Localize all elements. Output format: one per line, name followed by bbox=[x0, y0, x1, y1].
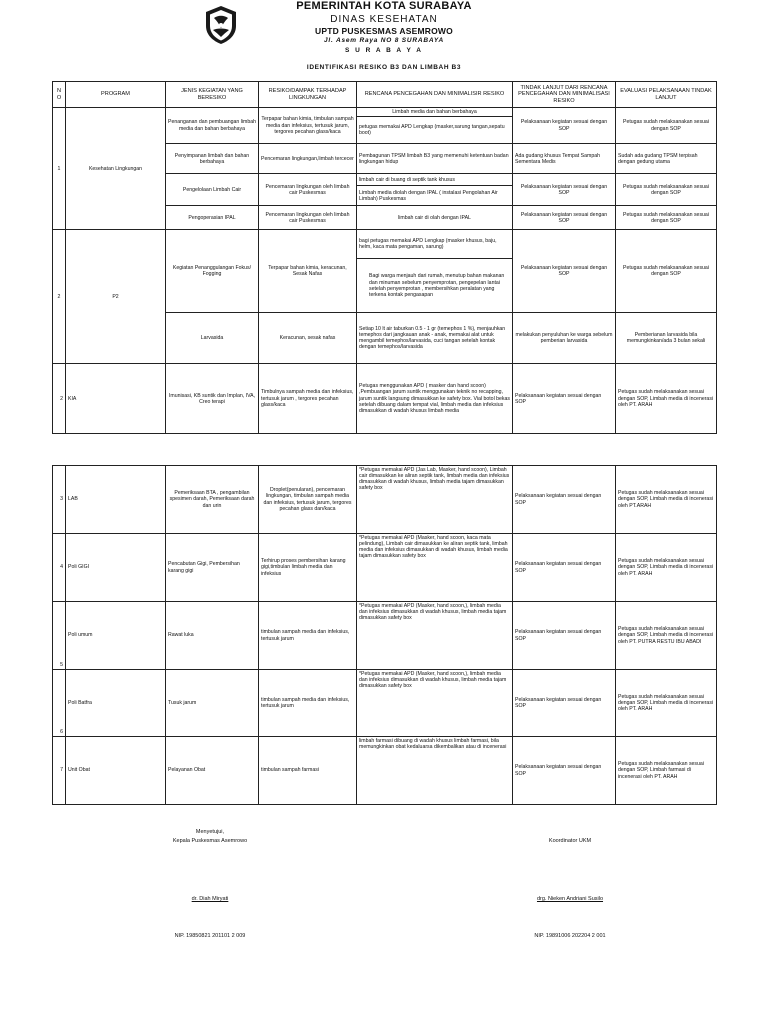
cell-kegiatan: Pelayanan Obat bbox=[166, 737, 259, 805]
cell-resiko: Pencemaran lingkungan,limbah tercecer bbox=[259, 144, 357, 174]
cell-evaluasi: Petugas sudah melaksanakan sesuai dengan SOP, Limbah media di incenerasi oleh PT. ARAH bbox=[616, 670, 717, 737]
approval-label: Menyetujui, bbox=[195, 829, 225, 835]
col-evaluasi: EVALUASI PELAKSANAAN TINDAK LANJUT bbox=[616, 82, 717, 108]
header-address: Jl. Asem Raya NO 8 SURABAYA bbox=[323, 37, 445, 44]
header-unit: UPTD PUSKESMAS ASEMROWO bbox=[315, 26, 453, 36]
cell-resiko: Droplet(penularan), pencemaran lingkungan, timbulan sampah media dan infeksius, tertusuk jarum, tergores pecahan glass dan/kaca bbox=[259, 466, 357, 534]
cell-kegiatan: Pencabutan Gigi, Pembersihan karang gigi bbox=[166, 534, 259, 602]
cell-rencana: *Petugas memakai APD (Masker, hand scoon, kaca mata pelindung), Limbah cair dimasukkan ke aliran septik tank, limbah media dan infeksius dimasukkan di wadah khusus, limbah media tajam dimasukkan safety box bbox=[357, 534, 513, 602]
cell-tindak: Pelaksanaan kegiatan sesuai dengan SOP bbox=[513, 364, 616, 434]
cell-resiko: Terpapar bahan kimia, timbulan sampah media dan infeksius, tertusuk jarum, tergores pecahan glass/kaca bbox=[259, 108, 357, 144]
cell-resiko: timbulan sampah farmasi bbox=[259, 737, 357, 805]
cell-rencana: limbah cair di buang di septik tank khusus bbox=[357, 174, 513, 186]
cell-rencana: limbah cair di olah dengan IPAL bbox=[357, 206, 513, 230]
coordinator-nip: NIP. 19891006 202204 2 001 bbox=[534, 933, 606, 939]
cell-tindak: Ada gudang khusus Tempat Sampah Sementara Medis bbox=[513, 144, 616, 174]
cell-no: 4 bbox=[53, 534, 66, 602]
cell-kegiatan: Pengoperasian IPAL bbox=[166, 206, 259, 230]
cell-program: Unit Obat bbox=[66, 737, 166, 805]
cell-no: 7 bbox=[53, 737, 66, 805]
cell-resiko: Pencemaran lingkungan oleh limbah cair Puskesmas bbox=[259, 206, 357, 230]
table-row bbox=[53, 670, 717, 737]
approver-nip: NIP. 19850821 201101 2 009 bbox=[174, 933, 246, 939]
coordinator-title: Koordinator UKM bbox=[548, 838, 592, 844]
cell-no: 3 bbox=[53, 466, 66, 534]
col-tindak: TINDAK LANJUT DARI RENCANA PENCEGAHAN DAN MINIMALISASI RESIKO bbox=[513, 82, 616, 108]
cell-evaluasi: Petugas sudah melaksanakan sesuai dengan SOP, Limbah media di incenerasi oleh PT.ARAH bbox=[616, 466, 717, 534]
cell-kegiatan: Imunisasi, KB suntik dan Implan, IVA, Creo terapi bbox=[166, 364, 259, 434]
cell-tindak: Pelaksanaan kegiatan sesuai dengan SOP bbox=[513, 466, 616, 534]
cell-program: Poli umum bbox=[66, 602, 166, 670]
cell-no: 1 bbox=[53, 108, 66, 230]
cell-tindak: Pelaksanaan kegiatan sesuai dengan SOP bbox=[513, 534, 616, 602]
cell-kegiatan: Larvasida bbox=[166, 313, 259, 364]
cell-no: 2 bbox=[53, 364, 66, 434]
risk-table-1 bbox=[52, 81, 717, 434]
cell-kegiatan: Kegiatan Penanggulangan Fokus/ Fogging bbox=[166, 230, 259, 313]
table-row bbox=[53, 602, 717, 670]
cell-evaluasi: Petugas sudah melaksanakan sesuai dengan SOP bbox=[616, 108, 717, 144]
cell-rencana: Petugas menggunakan APD ( masker dan hand scoon) ,Pembuangan jarum suntik menggunakan teknik no recapping, jarum suntik langsung dimasukkan ke safety box. Vial botol bekas setelah dibuang dalam tempat vial, limbah media dan infeksius dimasukkan di wadah khusus limbah media bbox=[357, 364, 513, 434]
cell-kegiatan: Pengelolaan Limbah Cair bbox=[166, 174, 259, 206]
cell-rencana: *Petugas memakai APD (Jas Lab, Masker, hand scoon), Limbah cair dimasukkan ke aliran septik tank, limbah media dan infeksius dimasukkan di wadah khusus, limbah media tajam dimasukkan safety box bbox=[357, 466, 513, 534]
table-row bbox=[53, 737, 717, 805]
cell-rencana: limbah farmasi dibuang di wadah khusus limbah farmasi, bila memungkinkan obat kedaluarsa dikembalikan atau di incenerasi bbox=[357, 737, 513, 805]
table-header-row bbox=[53, 82, 717, 108]
table-row bbox=[53, 230, 717, 259]
cell-resiko: timbulan sampah media dan infeksius, tertusuk jarum bbox=[259, 670, 357, 737]
cell-evaluasi: Petugas sudah melaksanakan sesuai dengan SOP bbox=[616, 174, 717, 206]
cell-tindak: Pelaksanaan kegiatan sesuai dengan SOP bbox=[513, 206, 616, 230]
cell-program: Poli Batfra bbox=[66, 670, 166, 737]
cell-rencana: bagi petugas memakai APD Lengkap (masker khusus, baju, helm, kaca mata pengaman, sarung) bbox=[357, 230, 513, 259]
cell-rencana: Pembagunan TPSM limbah B3 yang memenuhi ketentuan badan lingkungan hidup bbox=[357, 144, 513, 174]
cell-kegiatan: Rawat luka bbox=[166, 602, 259, 670]
cell-resiko: Timbulnya sampah media dan infeksius, tertusuk jarum , tergores pecahan glass/kaca bbox=[259, 364, 357, 434]
table-row bbox=[53, 466, 717, 534]
table-row bbox=[53, 534, 717, 602]
col-program: PROGRAM bbox=[66, 82, 166, 108]
cell-kegiatan: Penanganan dan pembuangan limbah media dan bahan berbahaya bbox=[166, 108, 259, 144]
cell-kegiatan: Tusuk jarum bbox=[166, 670, 259, 737]
cell-rencana: Limbah media dan bahan berbahaya bbox=[357, 108, 513, 117]
risk-table-2 bbox=[52, 465, 717, 805]
cell-program: KIA bbox=[66, 364, 166, 434]
document-title: IDENTIFIKASI RESIKO B3 DAN LIMBAH B3 bbox=[306, 64, 462, 71]
cell-evaluasi: Petugas sudah melaksanakan sesuai dengan SOP, Limbah farmasi di incenerasi oleh PT. ARAH bbox=[616, 737, 717, 805]
table-row bbox=[53, 364, 717, 434]
coordinator-name: drg. Nieken Andriani Susilo bbox=[536, 896, 604, 902]
cell-no: 2 bbox=[53, 230, 66, 364]
cell-resiko: Terpapar bahan kimia, keracunan, Sesak Nafas bbox=[259, 230, 357, 313]
cell-evaluasi: Petugas sudah melaksanakan sesuai dengan SOP bbox=[616, 230, 717, 313]
cell-evaluasi: Petugas sudah melaksanakan sesuai dengan SOP bbox=[616, 206, 717, 230]
cell-evaluasi: Petugas sudah melaksanakan sesuai dengan SOP, Limbah media di incenerasi oleh PT. ARAH bbox=[616, 364, 717, 434]
cell-program: Poli GIGI bbox=[66, 534, 166, 602]
table-row bbox=[53, 108, 717, 117]
cell-no: 5 bbox=[53, 602, 66, 670]
cell-rencana: Setiap 10 lt air taburkan 0.5 - 1 gr (temephos 1 %), menjauhkan temephos dari jangkauan anak - anak, memakai alat untuk mengambil temephos/larvasida, cuci tangan setelah kontak dengan temephos/larvasida bbox=[357, 313, 513, 364]
cell-rencana: *Petugas memakai APD (Masker, hand scoon,), limbah media dan infeksius dimasukkan di wadah khusus, limbah media tajam dimasukkan safety box bbox=[357, 670, 513, 737]
cell-evaluasi: Pemberianan larvasida bila memungkinkan/ada 3 bulan sekali bbox=[616, 313, 717, 364]
approver-title: Kepala Puskesmas Asemrowo bbox=[172, 838, 248, 844]
col-resiko: RESIKO/DAMPAK TERHADAP LINGKUNGAN bbox=[259, 82, 357, 108]
header-city: S U R A B A Y A bbox=[344, 47, 424, 54]
cell-tindak: Pelaksanaan kegiatan sesuai dengan SOP bbox=[513, 108, 616, 144]
cell-kegiatan: Penyimpanan limbah dan bahan berbahaya bbox=[166, 144, 259, 174]
cell-resiko: timbulan sampah media dan infeksius, tertusuk jarum bbox=[259, 602, 357, 670]
cell-kegiatan: Pemeriksaan BTA , pengambilan spesimen darah, Pemeriksaan darah dan urin bbox=[166, 466, 259, 534]
header-government: PEMERINTAH KOTA SURABAYA bbox=[296, 0, 472, 12]
cell-tindak: Pelaksanaan kegiatan sesuai dengan SOP bbox=[513, 602, 616, 670]
cell-tindak: Pelaksanaan kegiatan sesuai dengan SOP bbox=[513, 670, 616, 737]
cell-program: P2 bbox=[66, 230, 166, 364]
cell-evaluasi: Sudah ada gudang TPSM terpisah dengan gedung utama bbox=[616, 144, 717, 174]
cell-tindak: Pelaksanaan kegiatan sesuai dengan SOP bbox=[513, 737, 616, 805]
col-rencana: RENCANA PENCEGAHAN DAN MINIMALISIR RESIKO bbox=[357, 82, 513, 108]
approver-name: dr. Diah Miryati bbox=[191, 896, 229, 902]
cell-rencana: *Petugas memakai APD (Masker, hand scoon,), limbah media dan infeksius dimasukkan di wadah khusus, limbah media tajam dimasukkan safety box bbox=[357, 602, 513, 670]
cell-tindak: melakukan penyuluhan ke warga sebelum pemberian larvasida bbox=[513, 313, 616, 364]
header-agency: DINAS KESEHATAN bbox=[330, 14, 438, 25]
cell-program: Kesehatan Lingkungan bbox=[66, 108, 166, 230]
col-no: NO bbox=[53, 82, 66, 108]
col-kegiatan: JENIS KEGIATAN YANG BERESIKO bbox=[166, 82, 259, 108]
cell-rencana: Bagi warga menjauh dari rumah, menutup bahan makanan dan minuman sebelum penyemprotan, pengepelan lantai setelah penyemprotan , membersihkan peralatan yang terkena kontak pengasapan bbox=[357, 259, 513, 313]
cell-rencana: Limbah media diolah dengan IPAL ( instalasi Pengolahan Air Limbah) Puskesmas bbox=[357, 186, 513, 206]
cell-evaluasi: Petugas sudah melaksanakan sesuai dengan SOP, Limbah media di incenerasi oleh PT. PUTRA RESTU IBU ABADI bbox=[616, 602, 717, 670]
cell-resiko: Keracunan, sesak nafas bbox=[259, 313, 357, 364]
cell-no: 6 bbox=[53, 670, 66, 737]
cell-resiko: Pencemaran lingkungan oleh limbah cair Puskesmas bbox=[259, 174, 357, 206]
cell-evaluasi: Petugas sudah melaksanakan sesuai dengan SOP, Limbah media di incenerasi oleh PT. ARAH bbox=[616, 534, 717, 602]
cell-rencana: petugas memakai APD Lengkap (masker,sarung tangan,sepatu boot) bbox=[357, 117, 513, 144]
cell-resiko: Terhirup proses pembersihan karang gigi,timbulan limbah media dan infeksius bbox=[259, 534, 357, 602]
cell-tindak: Pelaksanaan kegiatan sesuai dengan SOP bbox=[513, 174, 616, 206]
cell-program: LAB bbox=[66, 466, 166, 534]
cell-tindak: Pelaksanaan kegiatan sesuai dengan SOP bbox=[513, 230, 616, 313]
